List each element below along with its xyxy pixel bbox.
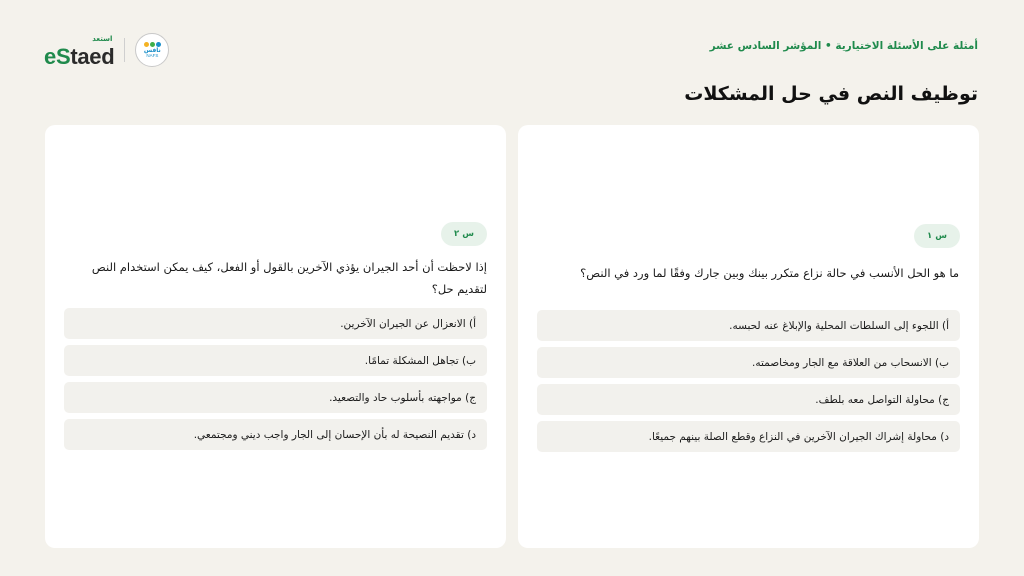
estaed-wordmark: eStaed <box>44 44 115 69</box>
question-card-1 <box>518 125 979 548</box>
question-text: ما هو الحل الأنسب في حالة نزاع متكرر بينك وبين جارك وفقًا لما ورد في النص؟ <box>580 266 959 280</box>
estaed-arabic-label: استعد <box>92 35 113 43</box>
option-c[interactable]: ج) محاولة التواصل معه بلطف. <box>537 384 960 415</box>
option-a[interactable]: أ) اللجوء إلى السلطات المحلية والإبلاغ عنه لحبسه. <box>537 310 960 341</box>
option-d[interactable]: د) تقديم النصيحة له بأن الإحسان إلى الجار واجب ديني ومجتمعي. <box>64 419 487 450</box>
estaed-logo <box>44 32 114 68</box>
question-text: إذا لاحظت أن أحد الجيران يؤذي الآخرين بالقول أو الفعل، كيف يمكن استخدام النص لتقديم حل؟ <box>91 260 487 296</box>
question-badge: س ١ <box>914 224 960 248</box>
options-list <box>64 308 487 456</box>
options-list <box>537 310 960 458</box>
nafs-english-label: NAFS <box>146 52 159 58</box>
breadcrumb: أمثلة على الأسئلة الاختيارية • المؤشر السادس عشر <box>709 40 978 52</box>
logo-area <box>44 32 169 68</box>
option-d[interactable]: د) محاولة إشراك الجيران الآخرين في النزاع وقطع الصلة بينهم جميعًا. <box>537 421 960 452</box>
option-b[interactable]: ب) تجاهل المشكلة تمامًا. <box>64 345 487 376</box>
nafs-logo <box>135 33 169 67</box>
page-title: توظيف النص في حل المشكلات <box>684 83 978 105</box>
nafs-arabic-label: نافس <box>143 46 161 54</box>
question-card-2 <box>45 125 506 548</box>
question-badge: س ٢ <box>441 222 487 246</box>
option-a[interactable]: أ) الانعزال عن الجيران الآخرين. <box>64 308 487 339</box>
option-b[interactable]: ب) الانسحاب من العلاقة مع الجار ومخاصمته. <box>537 347 960 378</box>
nafs-dots-icon <box>144 42 161 47</box>
option-c[interactable]: ج) مواجهته بأسلوب حاد والتصعيد. <box>64 382 487 413</box>
logo-divider <box>124 38 125 62</box>
